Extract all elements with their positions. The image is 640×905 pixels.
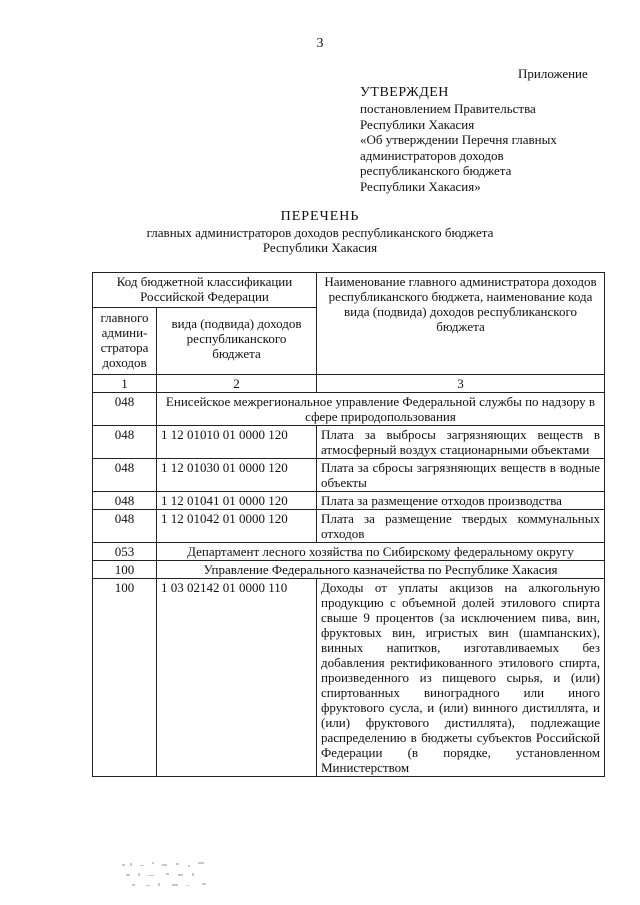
header-col2: вида (подвида) доходов республиканского бюджета bbox=[157, 308, 317, 375]
kbk-code: 1 12 01030 01 0000 120 bbox=[157, 459, 317, 492]
title-line: Республики Хакасия bbox=[262, 240, 378, 255]
header-col1: главного админи-стратора доходов bbox=[93, 308, 157, 375]
kbk-code: 1 03 02142 01 0000 110 bbox=[157, 579, 317, 777]
table-row bbox=[93, 393, 605, 426]
admin-code: 048 bbox=[93, 393, 157, 426]
appendix-label: Приложение bbox=[518, 66, 588, 81]
table-header-row bbox=[93, 273, 605, 308]
admin-code: 048 bbox=[93, 459, 157, 492]
kbk-code: 1 12 01010 01 0000 120 bbox=[157, 426, 317, 459]
column-number: 1 bbox=[93, 375, 157, 393]
administrator-name: Енисейское межрегиональное управление Федеральной службы по надзору в сфере природопользования bbox=[157, 393, 605, 426]
income-name: Доходы от уплаты акцизов на алкогольную продукцию с объемной долей этилового спирта свыше 9 процентов (за исключением пива, вин, фруктовых вин, игристых вин (шампанских), винных напитков, изготавливаемых без добавления ректификованного этилового спирта, произведенного из пищевого сырья, и (или) спиртованных виноградного или иного фруктового сусла, и (или) винного дистиллята, и (или) фруктового дистиллята), подлежащие распределению в бюджеты субъектов Российской Федерации (в порядке, установленном Министерством bbox=[317, 579, 605, 777]
approval-line: постановлением Правительства bbox=[360, 101, 536, 116]
approval-line: Республики Хакасия bbox=[360, 116, 475, 132]
kbk-code: 1 12 01041 01 0000 120 bbox=[157, 492, 317, 510]
table-row bbox=[93, 561, 605, 579]
income-name: Плата за размещение твердых коммунальных отходов bbox=[317, 510, 605, 543]
title-word: ПЕРЕЧЕНЬ bbox=[280, 209, 360, 224]
admin-code: 100 bbox=[93, 579, 157, 777]
table-row bbox=[93, 579, 605, 777]
title-line: главных администраторов доходов республиканского бюджета bbox=[146, 225, 494, 240]
header-col3: Наименование главного администратора доходов республиканского бюджета, наименование кода вида (подвида) доходов республиканского бюджета bbox=[317, 273, 605, 375]
column-number: 2 bbox=[157, 375, 317, 393]
admin-code: 048 bbox=[93, 510, 157, 543]
approval-line: республиканского бюджета bbox=[360, 163, 512, 178]
administrator-name: Управление Федерального казначейства по Республике Хакасия bbox=[157, 561, 605, 579]
approval-line: Республики Хакасия» bbox=[360, 178, 481, 194]
admin-code: 100 bbox=[93, 561, 157, 579]
approval-heading: УТВЕРЖДЕН bbox=[360, 85, 449, 100]
table-row bbox=[93, 492, 605, 510]
table-row bbox=[93, 510, 605, 543]
admin-code: 048 bbox=[93, 426, 157, 459]
admin-code: 053 bbox=[93, 543, 157, 561]
column-number: 3 bbox=[317, 375, 605, 393]
page-number: 3 bbox=[316, 36, 324, 51]
kbk-code: 1 12 01042 01 0000 120 bbox=[157, 510, 317, 543]
administrators-table bbox=[92, 272, 605, 777]
approval-block bbox=[360, 84, 620, 194]
admin-code: 048 bbox=[93, 492, 157, 510]
column-number-row bbox=[93, 375, 605, 393]
income-name: Плата за размещение отходов производства bbox=[317, 492, 605, 510]
approval-line: «Об утверждении Перечня главных bbox=[360, 132, 557, 147]
header-group-cell: Код бюджетной классификации Российской Федерации bbox=[93, 273, 317, 308]
table-row bbox=[93, 426, 605, 459]
document-title bbox=[0, 208, 640, 255]
income-name: Плата за сбросы загрязняющих веществ в водные объекты bbox=[317, 459, 605, 492]
table-row bbox=[93, 459, 605, 492]
faint-stamp-mark bbox=[118, 858, 228, 892]
administrator-name: Департамент лесного хозяйства по Сибирскому федеральному округу bbox=[157, 543, 605, 561]
table-row bbox=[93, 543, 605, 561]
income-name: Плата за выбросы загрязняющих веществ в атмосферный воздух стационарными объектами bbox=[317, 426, 605, 459]
approval-line: администраторов доходов bbox=[360, 147, 504, 163]
